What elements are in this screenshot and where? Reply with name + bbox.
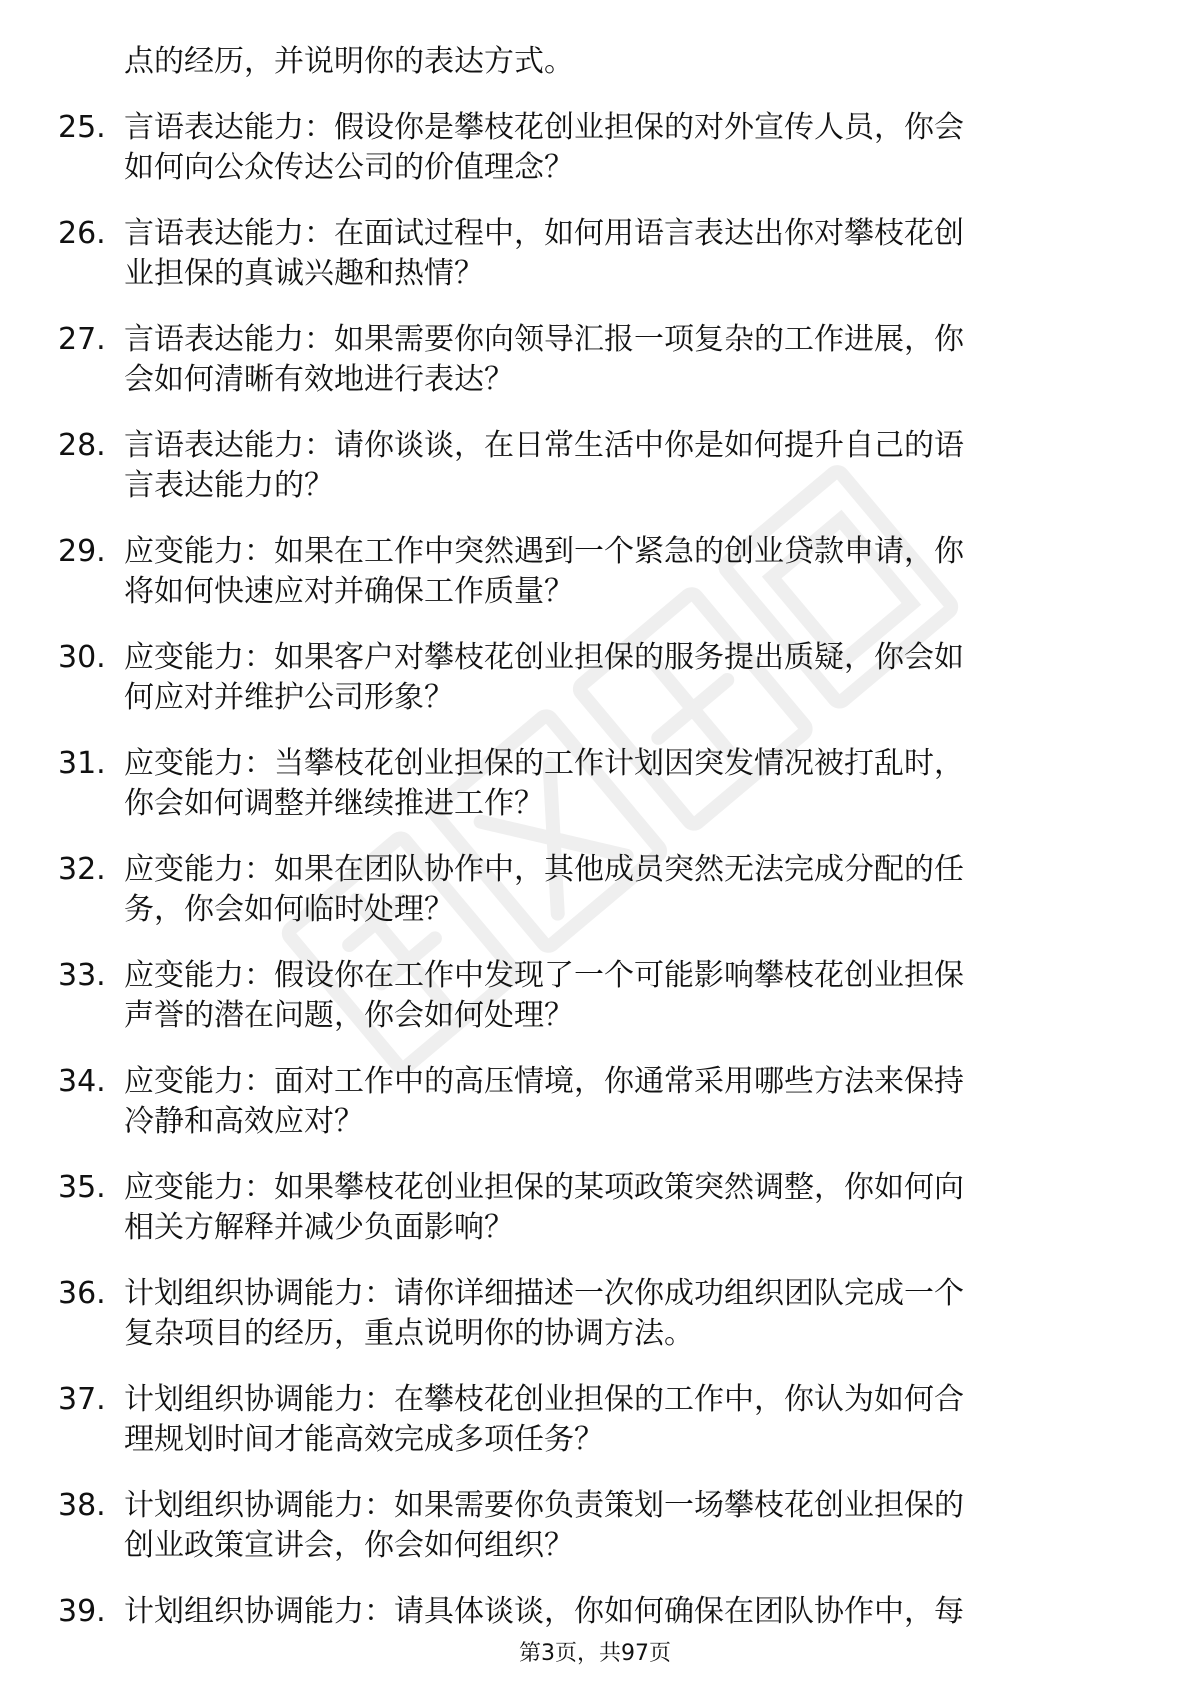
question-item bbox=[58, 1168, 1108, 1248]
question-number: 38. bbox=[58, 1488, 106, 1523]
question-item bbox=[58, 744, 1108, 824]
question-text-line: 言语表达能力：在面试过程中，如何用语言表达出你对攀枝花创 bbox=[124, 216, 964, 251]
question-number: 32. bbox=[58, 852, 106, 887]
question-number: 26. bbox=[58, 216, 106, 251]
question-text-line: 言语表达能力：假设你是攀枝花创业担保的对外宣传人员，你会 bbox=[124, 110, 964, 145]
question-text-line: 计划组织协调能力：请具体谈谈，你如何确保在团队协作中，每 bbox=[124, 1594, 964, 1629]
question-number: 27. bbox=[58, 322, 106, 357]
question-text-line: 计划组织协调能力：请你详细描述一次你成功组织团队完成一个 bbox=[124, 1276, 964, 1311]
question-number: 37. bbox=[58, 1382, 106, 1417]
question-text-line: 应变能力：当攀枝花创业担保的工作计划因突发情况被打乱时， bbox=[124, 746, 964, 781]
question-number: 25. bbox=[58, 110, 106, 145]
question-text-line: 何应对并维护公司形象？ bbox=[124, 680, 454, 715]
question-text-line: 理规划时间才能高效完成多项任务？ bbox=[124, 1422, 604, 1457]
question-text-line: 复杂项目的经历，重点说明你的协调方法。 bbox=[124, 1316, 694, 1351]
question-item bbox=[58, 1486, 1108, 1566]
question-text-line: 言语表达能力：如果需要你向领导汇报一项复杂的工作进展，你 bbox=[124, 322, 964, 357]
question-text-line: 言语表达能力：请你谈谈，在日常生活中你是如何提升自己的语 bbox=[124, 428, 964, 463]
question-item bbox=[58, 850, 1108, 930]
question-number: 36. bbox=[58, 1276, 106, 1311]
question-text-line: 声誉的潜在问题，你会如何处理？ bbox=[124, 998, 574, 1033]
question-text-line: 你会如何调整并继续推进工作？ bbox=[124, 786, 544, 821]
question-item bbox=[58, 108, 1108, 188]
question-text-line: 应变能力：面对工作中的高压情境，你通常采用哪些方法来保持 bbox=[124, 1064, 964, 1099]
question-item bbox=[58, 638, 1108, 718]
question-text-line: 应变能力：如果在工作中突然遇到一个紧急的创业贷款申请，你 bbox=[124, 534, 964, 569]
question-item bbox=[58, 214, 1108, 294]
question-text-line: 应变能力：如果攀枝花创业担保的某项政策突然调整，你如何向 bbox=[124, 1170, 964, 1205]
question-number: 33. bbox=[58, 958, 106, 993]
question-text-line: 务，你会如何临时处理？ bbox=[124, 892, 454, 927]
question-number: 35. bbox=[58, 1170, 106, 1205]
question-number: 30. bbox=[58, 640, 106, 675]
question-text-line: 应变能力：假设你在工作中发现了一个可能影响攀枝花创业担保 bbox=[124, 958, 964, 993]
question-item bbox=[58, 1274, 1108, 1354]
question-text-line: 将如何快速应对并确保工作质量？ bbox=[124, 574, 574, 609]
question-number: 28. bbox=[58, 428, 106, 463]
question-text-line: 创业政策宣讲会，你会如何组织？ bbox=[124, 1528, 574, 1563]
question-number: 39. bbox=[58, 1594, 106, 1629]
question-number: 29. bbox=[58, 534, 106, 569]
question-item bbox=[58, 320, 1108, 400]
question-text-line: 言表达能力的？ bbox=[124, 468, 334, 503]
question-item bbox=[58, 956, 1108, 1036]
question-item bbox=[58, 426, 1108, 506]
question-text-line: 相关方解释并减少负面影响？ bbox=[124, 1210, 514, 1245]
question-text-line: 业担保的真诚兴趣和热情？ bbox=[124, 256, 484, 291]
question-text-line: 计划组织协调能力：如果需要你负责策划一场攀枝花创业担保的 bbox=[124, 1488, 964, 1523]
question-text-line: 应变能力：如果客户对攀枝花创业担保的服务提出质疑，你会如 bbox=[124, 640, 964, 675]
question-text-line: 冷静和高效应对？ bbox=[124, 1104, 364, 1139]
question-item bbox=[58, 1380, 1108, 1460]
question-text-line: 计划组织协调能力：在攀枝花创业担保的工作中，你认为如何合 bbox=[124, 1382, 964, 1417]
question-list bbox=[58, 42, 1108, 1632]
continuation-line: 点的经历，并说明你的表达方式。 bbox=[124, 44, 574, 79]
question-text-line: 应变能力：如果在团队协作中，其他成员突然无法完成分配的任 bbox=[124, 852, 964, 887]
question-number: 31. bbox=[58, 746, 106, 781]
question-text-line: 会如何清晰有效地进行表达？ bbox=[124, 362, 514, 397]
page-footer: 第3页，共97页 bbox=[519, 1641, 671, 1666]
question-number: 34. bbox=[58, 1064, 106, 1099]
question-item bbox=[58, 1592, 1108, 1632]
question-text-line: 如何向公众传达公司的价值理念？ bbox=[124, 150, 574, 185]
question-item bbox=[58, 1062, 1108, 1142]
question-item bbox=[58, 532, 1108, 612]
